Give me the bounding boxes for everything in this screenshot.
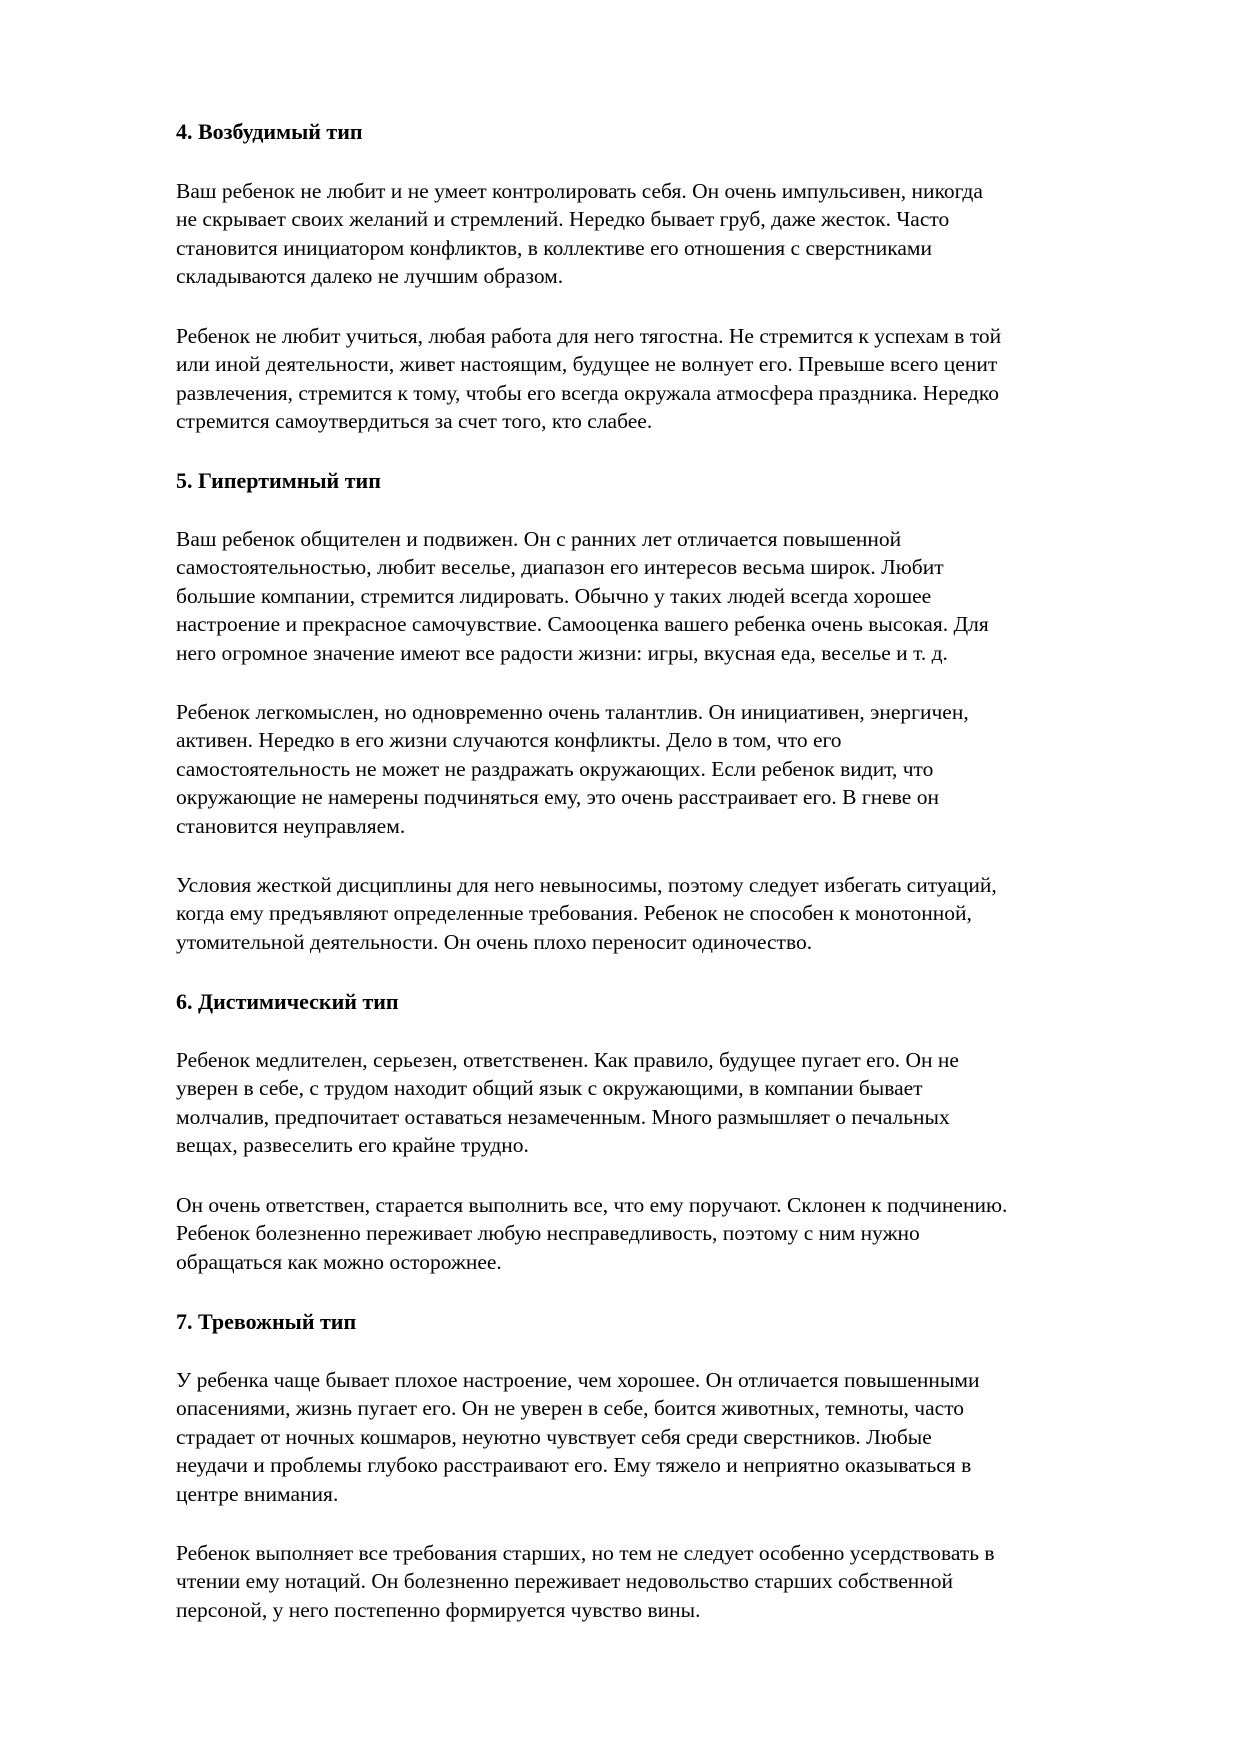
- text-line: неудачи и проблемы глубоко расстраивают его. Ему тяжело и неприятно оказываться в: [176, 1453, 972, 1478]
- text-line: Ребенок легкомыслен, но одновременно очень талантлив. Он инициативен, энергичен,: [176, 700, 969, 724]
- text-line: Он очень ответствен, старается выполнить все, что ему поручают. Склонен к подчинению.: [176, 1193, 1008, 1217]
- text-line: стремится самоутвердиться за счет того, кто слабее.: [176, 409, 653, 434]
- text-line: молчалив, предпочитает оставаться незамеченным. Много размышляет о печальных: [176, 1104, 950, 1129]
- text-line: утомительной деятельности. Он очень плохо переносит одиночество.: [176, 929, 813, 954]
- paragraph: [176, 698, 1176, 840]
- text-line: настроение и прекрасное самочувствие. Самооценка вашего ребенка очень высокая. Для: [176, 612, 989, 637]
- text-line: уверен в себе, с трудом находит общий язык с окружающими, в компании бывает: [176, 1076, 923, 1101]
- paragraph: [176, 525, 1176, 667]
- text-line: развлечения, стремится к тому, чтобы его всегда окружала атмосфера праздника. Нередко: [176, 380, 1000, 405]
- text-line: Ребенок болезненно переживает любую несправедливость, поэтому с ним нужно: [176, 1221, 920, 1246]
- text-line: складываются далеко не лучшим образом.: [176, 264, 564, 289]
- text-line: Ваш ребенок не любит и не умеет контролировать себя. Он очень импульсивен, никогда: [176, 179, 983, 203]
- text-line: окружающие не намерены подчиняться ему, это очень расстраивает его. В гневе он: [176, 785, 939, 810]
- text-line: активен. Нередко в его жизни случаются конфликты. Дело в том, что его: [176, 728, 842, 753]
- section-heading-dysthymic: 6. Дистимический тип: [176, 989, 399, 1014]
- text-line: Ребенок медлителен, серьезен, ответственен. Как правило, будущее пугает его. Он не: [176, 1048, 959, 1072]
- text-line: самостоятельность не может не раздражать окружающих. Если ребенок видит, что: [176, 756, 934, 781]
- paragraph: [176, 1366, 1176, 1508]
- text-line: становится неуправляем.: [176, 813, 406, 838]
- text-line: опасениями, жизнь пугает его. Он не уверен в себе, боится животных, темноты, часто: [176, 1396, 965, 1421]
- paragraph: [176, 871, 1176, 956]
- section-heading-excitable: 4. Возбудимый тип: [176, 119, 363, 144]
- text-line: не скрывает своих желаний и стремлений. Нередко бывает груб, даже жесток. Часто: [176, 207, 950, 232]
- text-line: персоной, у него постепенно формируется чувство вины.: [176, 1597, 701, 1622]
- text-line: Ребенок не любит учиться, любая работа для него тягостна. Не стремится к успехам в той: [176, 324, 1002, 348]
- paragraph: [176, 1191, 1176, 1276]
- paragraph: [176, 322, 1176, 436]
- text-line: становится инициатором конфликтов, в коллективе его отношения с сверстниками: [176, 235, 933, 260]
- paragraph: [176, 177, 1176, 291]
- text-line: Условия жесткой дисциплины для него невыносимы, поэтому следует избегать ситуаций,: [176, 873, 997, 897]
- section-heading-hyperthymic: 5. Гипертимный тип: [176, 468, 381, 493]
- paragraph: [176, 1539, 1176, 1624]
- text-line: большие компании, стремится лидировать. Обычно у таких людей всегда хорошее: [176, 583, 932, 608]
- text-line: него огромное значение имеют все радости жизни: игры, вкусная еда, веселье и т. д.: [176, 640, 948, 665]
- text-line: вещах, развеселить его крайне трудно.: [176, 1133, 529, 1158]
- text-line: или иной деятельности, живет настоящим, будущее не волнует его. Превыше всего ценит: [176, 352, 998, 377]
- text-line: самостоятельностью, любит веселье, диапазон его интересов весьма широк. Любит: [176, 555, 944, 580]
- text-line: обращаться как можно осторожнее.: [176, 1249, 502, 1274]
- text-line: когда ему предъявляют определенные требования. Ребенок не способен к монотонной,: [176, 901, 972, 926]
- text-line: чтении ему нотаций. Он болезненно переживает недовольство старших собственной: [176, 1569, 954, 1594]
- paragraph: [176, 1046, 1176, 1160]
- text-line: Ребенок выполняет все требования старших, но тем не следует особенно усердствовать в: [176, 1541, 995, 1565]
- text-line: центре внимания.: [176, 1481, 339, 1506]
- text-line: страдает от ночных кошмаров, неуютно чувствует себя среди сверстников. Любые: [176, 1424, 932, 1449]
- section-heading-anxious: 7. Тревожный тип: [176, 1309, 357, 1334]
- text-line: Ваш ребенок общителен и подвижен. Он с ранних лет отличается повышенной: [176, 527, 902, 551]
- text-line: У ребенка чаще бывает плохое настроение, чем хорошее. Он отличается повышенными: [176, 1368, 980, 1392]
